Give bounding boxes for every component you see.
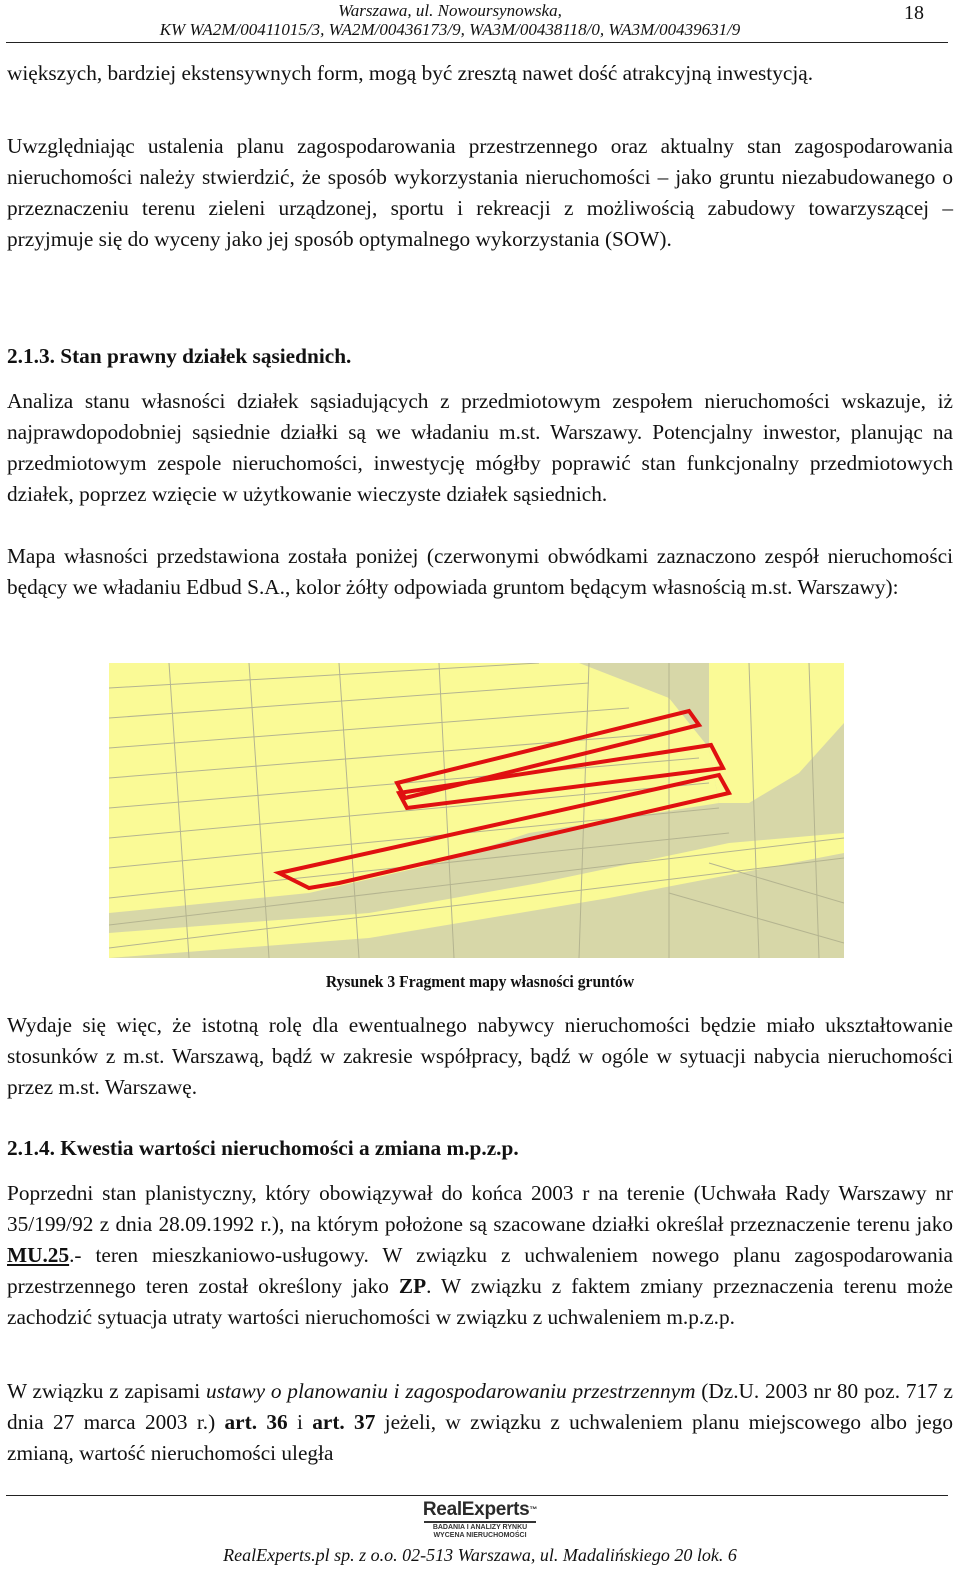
header-land-registry: KW WA2M/00411015/3, WA2M/00436173/9, WA3M/00438118/0, WA3M/00439631/9 xyxy=(159,20,741,39)
header-rule xyxy=(6,42,948,43)
figure-caption: Rysunek 3 Fragment mapy własności gruntów xyxy=(325,972,635,991)
page-number: 18 xyxy=(904,2,924,24)
logo-tagline-2: WYCENA NIERUCHOMOŚCI xyxy=(433,1532,527,1539)
logo-wordmark: RealExperts™ xyxy=(422,1499,538,1520)
footer-address: RealExperts.pl sp. z o.o. 02-513 Warszawa, ul. Madalińskiego 20 lok. 6 xyxy=(223,1545,737,1565)
planning-text-2: .- teren mieszkaniowo-usługowy. W związku z uchwaleniem nowego planu zagospodarowania przestrzennego teren został określony jako xyxy=(7,1243,953,1298)
section-heading-2-1-3: 2.1.3. Stan prawny działek sąsiednich. xyxy=(7,344,352,368)
statute-text-1: W związku z zapisami xyxy=(7,1379,206,1403)
planning-text-1: Poprzedni stan planistyczny, który obowiązywał do końca 2003 r na terenie (Uchwała Rady Warszawy nr 35/199/92 z dnia 28.09.1992 r.), na którym położone są szacowane działki określał przeznaczenie terenu jako xyxy=(7,1181,953,1236)
paragraph-map-intro: Mapa własności przedstawiona została poniżej (czerwonymi obwódkami zaznaczono zespół nieruchomości będący we władaniu Edbud S.A., kolor żółty odpowiada gruntom będącym własnością m.st. Warszawy): xyxy=(7,544,953,599)
section-heading-2-1-4: 2.1.4. Kwestia wartości nieruchomości a zmiana m.p.z.p. xyxy=(7,1136,519,1160)
header-address: Warszawa, ul. Nowoursynowska, xyxy=(338,1,562,20)
ownership-map xyxy=(109,663,844,958)
statute-text-4: jeżeli, w związku z uchwaleniem planu miejscowego albo jego zmianą, wartość nieruchomości uległa xyxy=(7,1410,954,1465)
footer-rule xyxy=(6,1495,948,1496)
statute-title: ustawy o planowaniu i zagospodarowaniu przestrzennym xyxy=(205,1379,696,1403)
paragraph-relations: Wydaje się więc, że istotną rolę dla ewentualnego nabywcy nieruchomości będzie miało ukształtowanie stosunków z m.st. Warszawą, bądź w zakresie współpracy, bądź w ogóle w sytuacji nabycia nieruchomości przez m.st. Warszawę. xyxy=(7,1013,953,1099)
page-header xyxy=(0,0,960,44)
paragraph-statute xyxy=(7,1376,953,1469)
article-36: art. 36 xyxy=(224,1410,288,1434)
paragraph-continued: większych, bardziej ekstensywnych form, mogą być zresztą nawet dość atrakcyjną inwestycją. xyxy=(7,61,814,85)
logo-tagline-1: BADANIA I ANALIZY RYNKU xyxy=(432,1524,528,1531)
article-37: art. 37 xyxy=(312,1410,376,1434)
planning-text-3: . W związku z faktem zmiany przeznaczenia terenu może zachodzić sytuacja utraty wartości nieruchomości w związku z uchwaleniem m.p.z.p. xyxy=(7,1274,953,1329)
realexperts-logo xyxy=(410,1500,550,1544)
zoning-code-mu25: MU.25 xyxy=(7,1243,70,1267)
paragraph-neighbors: Analiza stanu własności działek sąsiadujących z przedmiotowym zespołem nieruchomości wskazuje, iż najprawdopodobniej sąsiednie działki są we władaniu m.st. Warszawy. Potencjalny inwestor, planując na przedmiotowym zespole nieruchomości, inwestycję mógłby poprawić stan funkcjonalny przedmiotowych działek, poprzez wzięcie w użytkowanie wieczyste działek sąsiednich. xyxy=(7,389,953,506)
zoning-code-zp: ZP xyxy=(398,1274,427,1298)
paragraph-sow: Uwzględniając ustalenia planu zagospodarowania przestrzennego oraz aktualny stan zagospodarowania nieruchomości należy stwierdzić, że sposób wykorzystania nieruchomości – jako gruntu niezabudowanego o przeznaczeniu terenu zieleni urządzonej, sportu i rekreacji z możliwością zabudowy towarzyszącej – przyjmuje się do wyceny jako jej sposób optymalnego wykorzystania (SOW). xyxy=(7,134,953,251)
statute-text-3: i xyxy=(287,1410,313,1434)
ownership-map-svg xyxy=(109,663,844,958)
statute-text-2: (Dz.U. 2003 nr 80 poz. 717 z dnia 27 marca 2003 r.) xyxy=(7,1379,953,1434)
paragraph-planning-status xyxy=(7,1178,953,1333)
